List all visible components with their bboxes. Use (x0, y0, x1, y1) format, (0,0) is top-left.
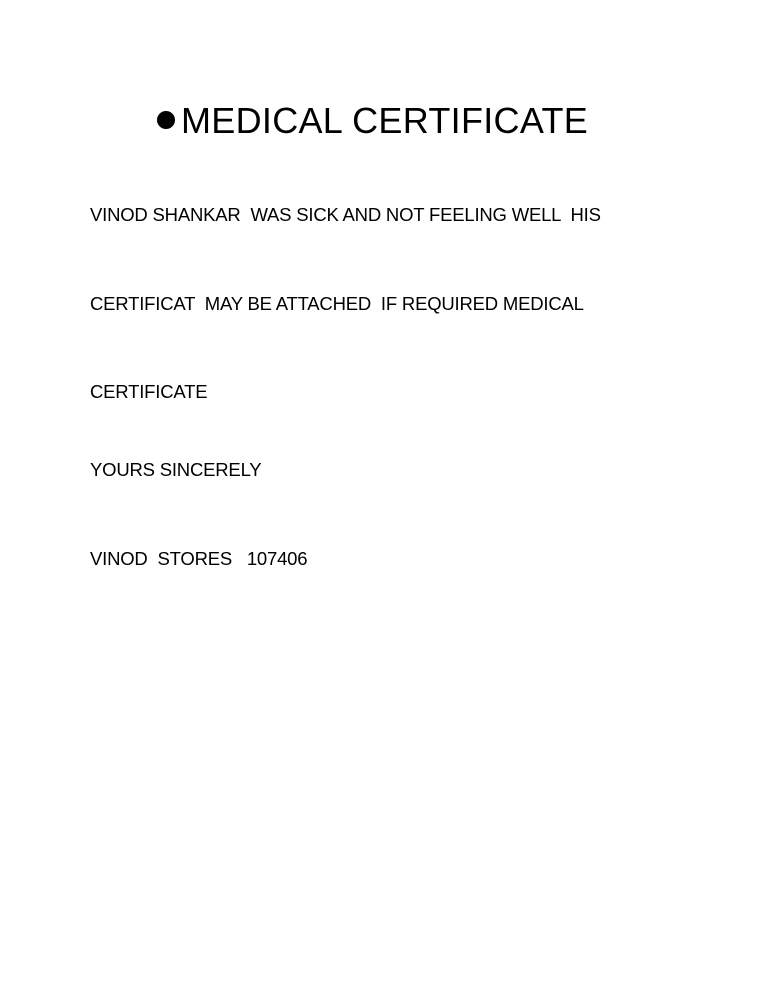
body-line-2: CERTIFICAT MAY BE ATTACHED IF REQUIRED MEDICAL (90, 293, 584, 314)
body-line-1: VINOD SHANKAR WAS SICK AND NOT FEELING WELL HIS (90, 204, 601, 225)
body-line-3: CERTIFICATE (90, 381, 208, 402)
document-title (157, 100, 588, 142)
signature: VINOD STORES 107406 (90, 548, 308, 569)
bullet-icon (157, 111, 175, 129)
closing: YOURS SINCERELY (90, 459, 262, 480)
title-text: MEDICAL CERTIFICATE (181, 100, 589, 141)
